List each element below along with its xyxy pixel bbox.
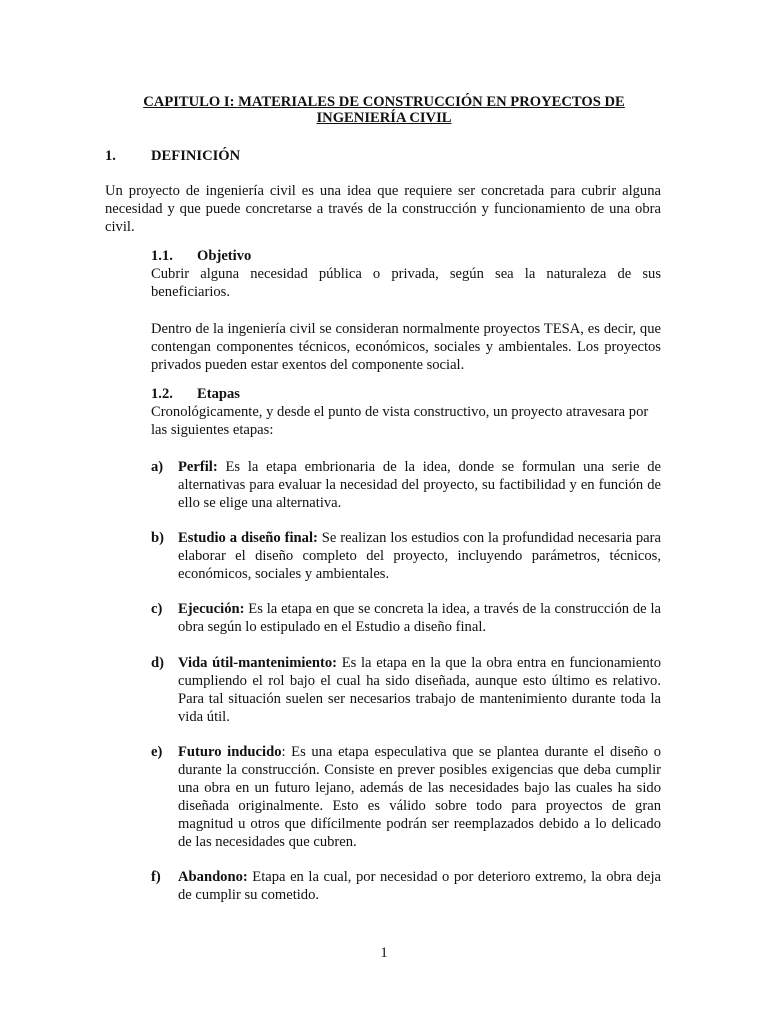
stage-letter: b) xyxy=(151,530,164,546)
stage-term: Vida útil-mantenimiento: xyxy=(178,655,338,671)
stage-item-abandono xyxy=(151,868,661,904)
stage-text: Es la etapa en la que la obra entra en funcionamiento cumpliendo el rol bajo el cual ha sido diseñada, aunque esto último es relativo. Para tal situación suelen ser necesarios trabajo de mantenimiento durante toda la vida útil. xyxy=(178,655,661,725)
objetivo-paragraph-1: Cubrir alguna necesidad pública o privada, según sea la naturaleza de sus beneficiarios. xyxy=(151,266,661,300)
stage-letter: e) xyxy=(151,744,163,760)
stage-item-futuro-inducido xyxy=(151,743,661,851)
stage-letter: f) xyxy=(151,869,161,885)
stage-term: Estudio a diseño final: xyxy=(178,530,318,546)
page-number: 1 xyxy=(380,945,388,961)
stage-text: Se realizan los estudios con la profundidad necesaria para elaborar el diseño completo del proyecto, incluyendo parámetros, técnicos, económicos, sociales y ambientales. xyxy=(178,530,662,582)
objetivo-paragraph-2: Dentro de la ingeniería civil se consideran normalmente proyectos TESA, es decir, que contengan componentes técnicos, económicos, sociales y ambientales. Los proyectos privados pueden estar exentos del componente social. xyxy=(151,321,661,373)
section-heading xyxy=(105,147,240,165)
stage-text: Es la etapa embrionaria de la idea, donde se formulan una serie de alternativas para evaluar la necesidad del proyecto, su factibilidad y en función de ello se elige una alternativa. xyxy=(178,459,661,511)
stage-letter: a) xyxy=(151,459,164,475)
etapas-intro: Cronológicamente, y desde el punto de vista constructivo, un proyecto atravesara por las siguientes etapas: xyxy=(151,404,649,438)
stage-item-perfil xyxy=(151,458,661,512)
subsection-number: 1.1. xyxy=(151,248,173,264)
stage-letter: d) xyxy=(151,655,164,671)
stage-term: Perfil: xyxy=(178,459,218,475)
stage-text: : Es una etapa especulativa que se plantea durante el diseño o durante la construcción. Consiste en prever posibles exigencias que deba cumplir una obra en un futuro lejano, además de las necesidades bajo las cuales ha sido diseñada originalmente. Esto es válido sobre todo para proyectos de gran magnitud u otros que difícilmente podrán ser reemplazados debido a lo delicado de las necesidades que cubren. xyxy=(178,744,662,850)
stage-term: Abandono: xyxy=(178,869,248,885)
stage-item-vida-util xyxy=(151,654,661,726)
section-number: 1. xyxy=(105,148,116,164)
subsection-title: Objetivo xyxy=(197,248,252,264)
stage-letter: c) xyxy=(151,601,163,617)
chapter-title xyxy=(100,94,668,126)
chapter-title-line1: CAPITULO I: MATERIALES DE CONSTRUCCIÓN EN PROYECTOS DE xyxy=(143,94,625,110)
chapter-title-line2: INGENIERÍA CIVIL xyxy=(316,110,452,126)
stage-term: Futuro inducido xyxy=(178,744,282,760)
stage-term: Ejecución: xyxy=(178,601,245,617)
stage-text: Etapa en la cual, por necesidad o por deterioro extremo, la obra deja de cumplir su cometido. xyxy=(178,869,661,903)
intro-paragraph: Un proyecto de ingeniería civil es una idea que requiere ser concretada para cubrir alguna necesidad y que puede concretarse a través de la construcción y funcionamiento de una obra civil. xyxy=(105,183,661,235)
subsection-number: 1.2. xyxy=(151,386,173,402)
subsection-heading-etapas xyxy=(151,385,240,403)
subsection-heading-objetivo xyxy=(151,247,251,265)
stage-item-estudio xyxy=(151,529,661,583)
stage-item-ejecucion xyxy=(151,600,661,636)
stage-text: Es la etapa en que se concreta la idea, a través de la construcción de la obra según lo estipulado en el Estudio a diseño final. xyxy=(178,601,661,635)
subsection-title: Etapas xyxy=(197,386,240,402)
section-title: DEFINICIÓN xyxy=(151,148,241,164)
